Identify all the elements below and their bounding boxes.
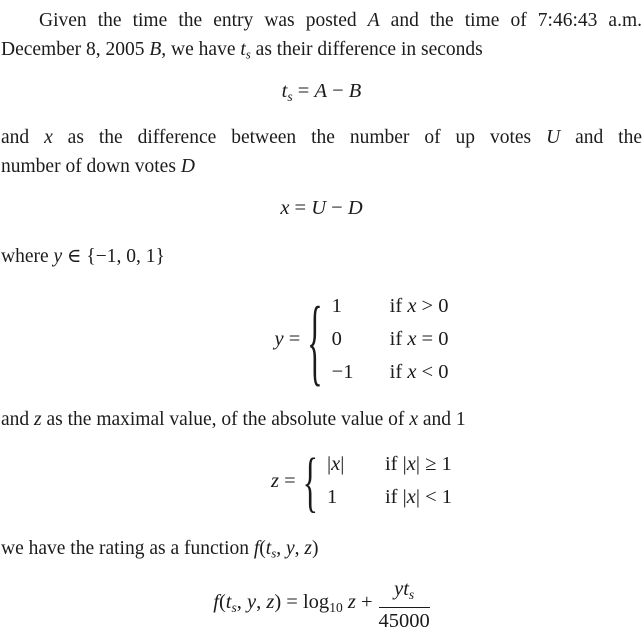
math-var-x: x (331, 453, 341, 476)
text-segment: , (294, 538, 305, 560)
math-var-A: A (367, 10, 380, 31)
math-var-t: t (225, 591, 232, 614)
math-operator: − (326, 197, 348, 220)
math-var-t: t (403, 577, 409, 600)
cases-lhs (275, 325, 301, 354)
math-operator: = (289, 197, 312, 220)
fraction-denominator: 45000 (378, 609, 430, 632)
case-condition (390, 295, 449, 317)
math-var-y: y (247, 591, 257, 614)
math-operator: = (278, 469, 296, 492)
case-value (327, 481, 385, 514)
cases-row (332, 323, 449, 356)
cases-row (332, 290, 449, 323)
text-segment: and 1 (417, 409, 466, 431)
text-segment: 1 (326, 486, 338, 509)
cases-brace: { (302, 443, 318, 520)
math-var-t: t (281, 79, 288, 102)
math-var-y: y (53, 246, 63, 268)
math-var-t: t (265, 538, 272, 560)
math-operator: + (355, 591, 373, 614)
case-value: 1 (331, 295, 342, 318)
math-sub-s: s (287, 88, 293, 104)
cases-rows (332, 290, 449, 389)
text-segment: and the (560, 127, 642, 149)
math-var-x: x (406, 453, 416, 476)
abs-bar: | (402, 486, 407, 509)
equation-rating (1, 579, 642, 632)
abs-bar: | (415, 486, 420, 509)
cases-lhs (271, 467, 296, 496)
text-segment: if (384, 486, 403, 509)
paragraph-2 (1, 123, 642, 181)
math-var-z: z (34, 409, 42, 431)
text-segment: and the time of 7:46:43 a.m. (379, 10, 643, 31)
math-sub-s: s (231, 600, 237, 616)
fraction (379, 579, 430, 632)
text-segment: Given the time the entry was posted (39, 10, 368, 31)
math-var-f: f (253, 538, 260, 560)
cases-group (270, 443, 453, 520)
math-operator: − (326, 79, 349, 102)
math-var-y: y (394, 577, 404, 600)
case-condition (385, 453, 452, 475)
math-var-x: x (407, 328, 417, 351)
paragraph-2-line-1 (1, 123, 642, 152)
math-var-x: x (406, 486, 416, 509)
cases-rows (327, 448, 452, 514)
abs-bar: | (415, 453, 420, 476)
math-sub-s: s (271, 546, 277, 561)
math-var-z: z (270, 469, 279, 492)
math-var-U: U (546, 127, 561, 149)
equation-z-cases (1, 443, 642, 520)
case-condition (385, 486, 452, 508)
cases-row (327, 448, 452, 481)
math-var-x: x (44, 127, 53, 149)
paragraph-2-line-2 (1, 152, 642, 181)
text-segment: and (1, 127, 45, 149)
math-set: ∈ {−1, 0, 1} (62, 246, 165, 268)
equation-rating-main (213, 590, 372, 620)
text-segment: , we have (161, 39, 241, 60)
math-var-y: y (274, 328, 284, 351)
cases-group (274, 284, 449, 395)
log-base-10: 10 (329, 600, 343, 616)
paragraph-1-line-2 (1, 35, 642, 70)
paragraph-1-line-1 (1, 6, 642, 35)
math-var-t: t (240, 39, 246, 60)
cases-row (327, 481, 452, 514)
text-segment: if (389, 328, 408, 351)
paren: ( (259, 538, 266, 560)
fraction-numerator (379, 579, 430, 608)
text-segment: where (1, 246, 54, 268)
math-var-y: y (285, 538, 295, 560)
equation-y-cases (1, 284, 642, 395)
text-segment: , (276, 538, 286, 560)
math-var-x: x (407, 361, 417, 384)
math-sub-s: s (408, 586, 415, 602)
text-segment: < 1 (419, 486, 453, 509)
text-segment: > 0 (416, 295, 449, 318)
text-segment: and (1, 409, 35, 431)
math-var-z: z (347, 591, 356, 614)
case-value: −1 (331, 361, 354, 384)
case-value (327, 448, 385, 481)
text-segment: ≥ 1 (419, 453, 452, 476)
text-segment: as the maximal value, of the absolute value of (41, 409, 410, 431)
math-operator: = (283, 328, 301, 351)
math-var-D: D (347, 197, 363, 220)
case-value: 0 (331, 328, 342, 351)
math-var-x: x (280, 197, 290, 220)
math-operator: = (292, 79, 315, 102)
math-var-B: B (149, 39, 162, 60)
text-segment: if (389, 361, 408, 384)
cases-row (332, 356, 449, 389)
math-var-D: D (180, 156, 195, 178)
text-segment: as the difference between the number of up votes (52, 127, 547, 149)
text-segment: , (256, 591, 267, 614)
log-operator: ) = log (274, 591, 330, 614)
math-var-B: B (348, 79, 362, 102)
paren: ( (218, 591, 226, 614)
math-var-A: A (314, 79, 327, 102)
paragraph-4 (1, 405, 642, 434)
math-var-x: x (407, 295, 417, 318)
abs-bar: | (402, 453, 407, 476)
text-segment: we have the rating as a function (1, 538, 254, 560)
math-var-f: f (213, 591, 219, 614)
abs-bar: | (326, 453, 332, 476)
text-segment: < 0 (416, 361, 449, 384)
math-var-z: z (304, 538, 312, 560)
text-segment: December 8, 2005 (1, 39, 150, 60)
text-segment: number of down votes (1, 156, 181, 178)
math-var-z: z (266, 591, 275, 614)
paragraph-5 (1, 534, 642, 569)
equation-ts (1, 76, 642, 112)
paren: ) (311, 538, 319, 560)
paragraph-1 (1, 6, 642, 70)
text-segment: if (389, 295, 408, 318)
equation-x (1, 193, 642, 223)
text-segment: , (236, 591, 247, 614)
abs-bar: | (340, 453, 345, 476)
case-condition (390, 328, 449, 350)
math-sub-s: s (245, 47, 251, 62)
case-condition (390, 361, 449, 383)
math-var-U: U (311, 197, 327, 220)
text-segment: = 0 (416, 328, 449, 351)
text-segment: as their difference in seconds (250, 39, 483, 60)
cases-brace: { (307, 284, 323, 395)
math-var-x: x (409, 409, 418, 431)
text-segment: if (384, 453, 403, 476)
paragraph-3 (1, 242, 642, 271)
